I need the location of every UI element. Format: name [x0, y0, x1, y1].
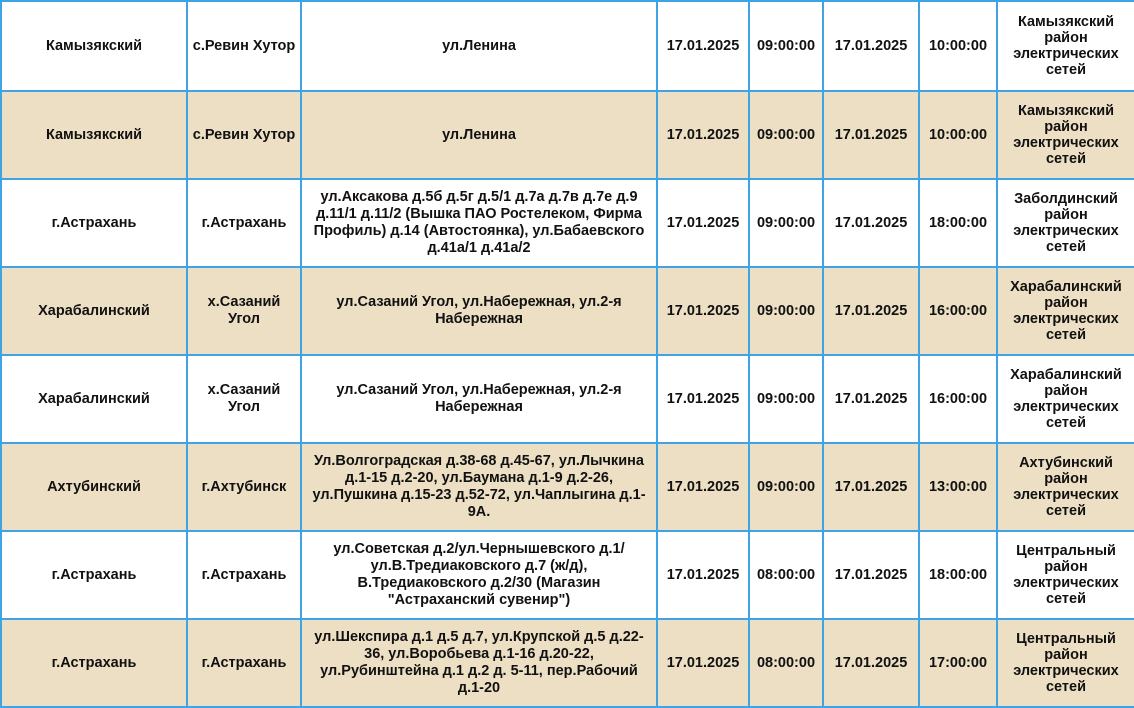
address-cell: ул.Ленина	[301, 91, 657, 179]
end-date-cell: 17.01.2025	[823, 179, 919, 267]
table-row	[1, 179, 1134, 267]
address-cell: ул.Советская д.2/ул.Чернышевского д.1/ ул.В.Тредиаковского д.7 (ж/д), В.Тредиаковского д.2/30 (Магазин "Астраханский сувенир")	[301, 531, 657, 619]
end-time-cell: 18:00:00	[919, 531, 997, 619]
end-date-cell: 17.01.2025	[823, 267, 919, 355]
end-time-cell: 13:00:00	[919, 443, 997, 531]
locality-cell: х.Сазаний Угол	[187, 267, 301, 355]
start-time-cell: 08:00:00	[749, 619, 823, 707]
organization-cell: Центральный район электрических сетей	[997, 619, 1134, 707]
district-cell: г.Астрахань	[1, 531, 187, 619]
table-row	[1, 619, 1134, 707]
table-row	[1, 91, 1134, 179]
end-time-cell: 16:00:00	[919, 355, 997, 443]
address-cell: ул.Ленина	[301, 1, 657, 91]
end-date-cell: 17.01.2025	[823, 91, 919, 179]
start-date-cell: 17.01.2025	[657, 619, 749, 707]
district-cell: Камызякский	[1, 91, 187, 179]
end-date-cell: 17.01.2025	[823, 1, 919, 91]
end-time-cell: 18:00:00	[919, 179, 997, 267]
table-row	[1, 267, 1134, 355]
end-time-cell: 10:00:00	[919, 1, 997, 91]
start-date-cell: 17.01.2025	[657, 91, 749, 179]
start-date-cell: 17.01.2025	[657, 267, 749, 355]
start-time-cell: 09:00:00	[749, 91, 823, 179]
district-cell: г.Астрахань	[1, 619, 187, 707]
start-time-cell: 08:00:00	[749, 531, 823, 619]
address-cell: Ул.Волгоградская д.38-68 д.45-67, ул.Лычкина д.1-15 д.2-20, ул.Баумана д.1-9 д.2-26, ул.Пушкина д.15-23 д.52-72, ул.Чаплыгина д.1-9А.	[301, 443, 657, 531]
locality-cell: г.Астрахань	[187, 179, 301, 267]
start-time-cell: 09:00:00	[749, 355, 823, 443]
locality-cell: с.Ревин Хутор	[187, 91, 301, 179]
start-time-cell: 09:00:00	[749, 267, 823, 355]
organization-cell: Камызякский район электрических сетей	[997, 1, 1134, 91]
start-date-cell: 17.01.2025	[657, 531, 749, 619]
table-row	[1, 531, 1134, 619]
organization-cell: Заболдинский район электрических сетей	[997, 179, 1134, 267]
district-cell: Харабалинский	[1, 355, 187, 443]
locality-cell: х.Сазаний Угол	[187, 355, 301, 443]
start-date-cell: 17.01.2025	[657, 1, 749, 91]
start-time-cell: 09:00:00	[749, 443, 823, 531]
organization-cell: Харабалинский район электрических сетей	[997, 267, 1134, 355]
organization-cell: Центральный район электрических сетей	[997, 531, 1134, 619]
start-date-cell: 17.01.2025	[657, 179, 749, 267]
end-date-cell: 17.01.2025	[823, 619, 919, 707]
address-cell: ул.Сазаний Угол, ул.Набережная, ул.2-я Набережная	[301, 355, 657, 443]
address-cell: ул.Шекспира д.1 д.5 д.7, ул.Крупской д.5 д.22-36, ул.Воробьева д.1-16 д.20-22, ул.Рубинштейна д.1 д.2 д. 5-11, пер.Рабочий д.1-20	[301, 619, 657, 707]
end-time-cell: 10:00:00	[919, 91, 997, 179]
start-time-cell: 09:00:00	[749, 179, 823, 267]
locality-cell: г.Ахтубинск	[187, 443, 301, 531]
address-cell: ул.Аксакова д.5б д.5г д.5/1 д.7а д.7в д.7е д.9 д.11/1 д.11/2 (Вышка ПАО Ростелеком, Фирма Профиль) д.14 (Автостоянка), ул.Бабаевского д.41а/1 д.41а/2	[301, 179, 657, 267]
district-cell: Ахтубинский	[1, 443, 187, 531]
end-date-cell: 17.01.2025	[823, 531, 919, 619]
organization-cell: Камызякский район электрических сетей	[997, 91, 1134, 179]
locality-cell: с.Ревин Хутор	[187, 1, 301, 91]
table-row	[1, 443, 1134, 531]
table-row	[1, 1, 1134, 91]
start-date-cell: 17.01.2025	[657, 443, 749, 531]
end-date-cell: 17.01.2025	[823, 355, 919, 443]
end-time-cell: 16:00:00	[919, 267, 997, 355]
district-cell: Камызякский	[1, 1, 187, 91]
locality-cell: г.Астрахань	[187, 531, 301, 619]
locality-cell: г.Астрахань	[187, 619, 301, 707]
organization-cell: Харабалинский район электрических сетей	[997, 355, 1134, 443]
end-time-cell: 17:00:00	[919, 619, 997, 707]
district-cell: г.Астрахань	[1, 179, 187, 267]
start-date-cell: 17.01.2025	[657, 355, 749, 443]
start-time-cell: 09:00:00	[749, 1, 823, 91]
district-cell: Харабалинский	[1, 267, 187, 355]
table-row	[1, 355, 1134, 443]
end-date-cell: 17.01.2025	[823, 443, 919, 531]
organization-cell: Ахтубинский район электрических сетей	[997, 443, 1134, 531]
address-cell: ул.Сазаний Угол, ул.Набережная, ул.2-я Набережная	[301, 267, 657, 355]
